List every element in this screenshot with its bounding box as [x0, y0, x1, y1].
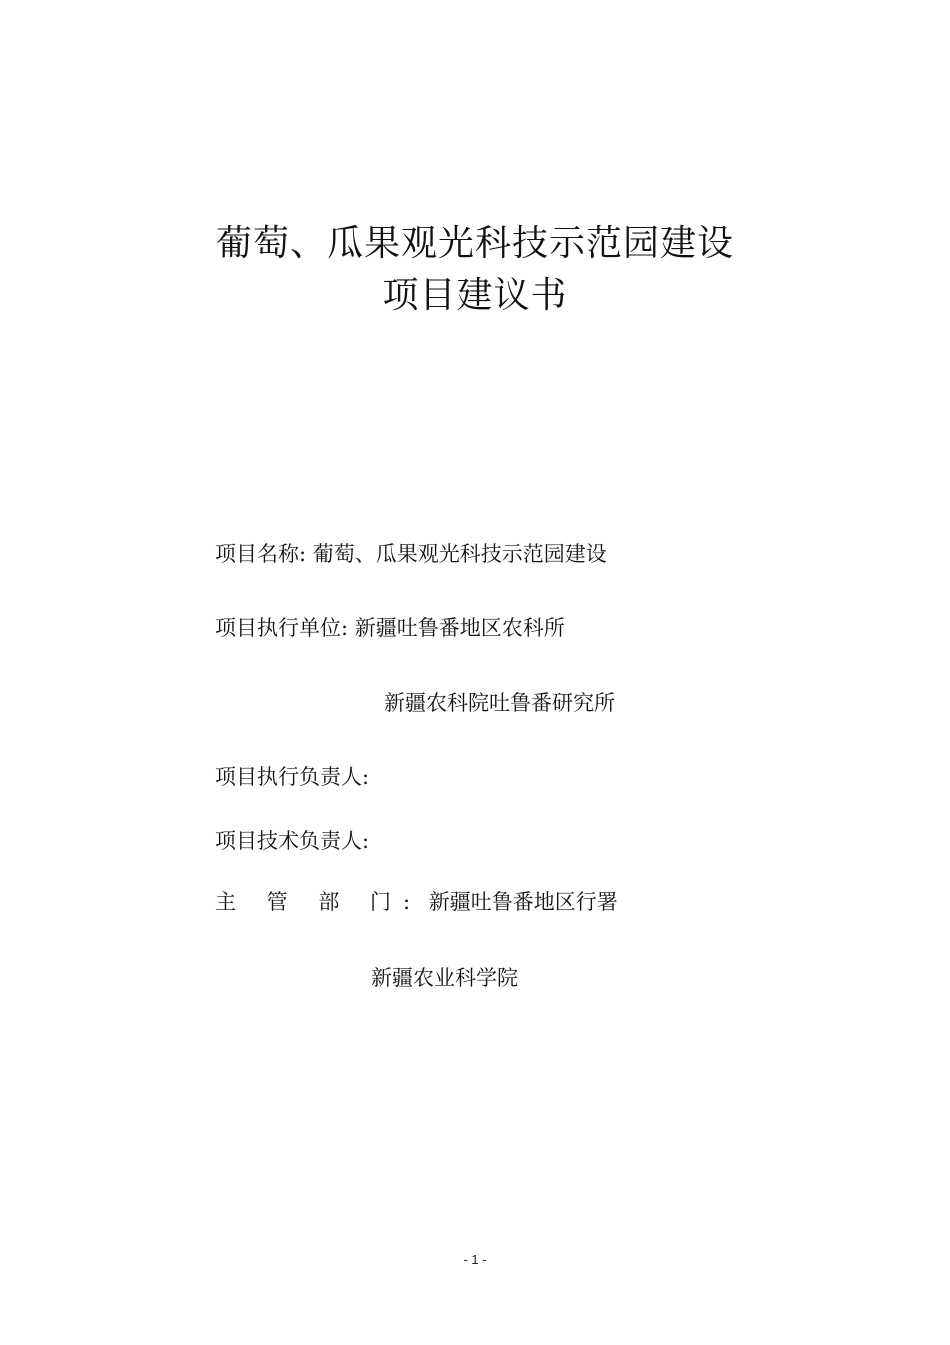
project-name-value: 葡萄、瓜果观光科技示范园建设: [312, 542, 607, 566]
executive-lead-label: 项目执行负责人:: [215, 765, 370, 789]
technical-lead-label: 项目技术负责人:: [215, 829, 370, 853]
department-second-value: 新疆农业科学院: [371, 966, 518, 990]
executive-lead-row: [215, 763, 369, 791]
page-number: - 1 -: [463, 1252, 487, 1267]
technical-lead-row: [215, 827, 369, 855]
department-label: 主 管 部 门:: [215, 890, 423, 914]
department-row: [215, 888, 618, 916]
project-name-label: 项目名称:: [215, 542, 307, 566]
document-title-line-1: 葡萄、瓜果观光科技示范园建设: [215, 223, 734, 264]
executing-unit-row: [215, 614, 565, 642]
executing-unit-second-value: 新疆农科院吐鲁番研究所: [384, 691, 615, 715]
department-value: 新疆吐鲁番地区行署: [428, 890, 618, 914]
executing-unit-label: 项目执行单位:: [215, 616, 349, 640]
executing-unit-value: 新疆吐鲁番地区农科所: [354, 616, 565, 640]
project-name-row: [215, 540, 607, 568]
document-title-line-2: 项目建议书: [382, 275, 568, 316]
